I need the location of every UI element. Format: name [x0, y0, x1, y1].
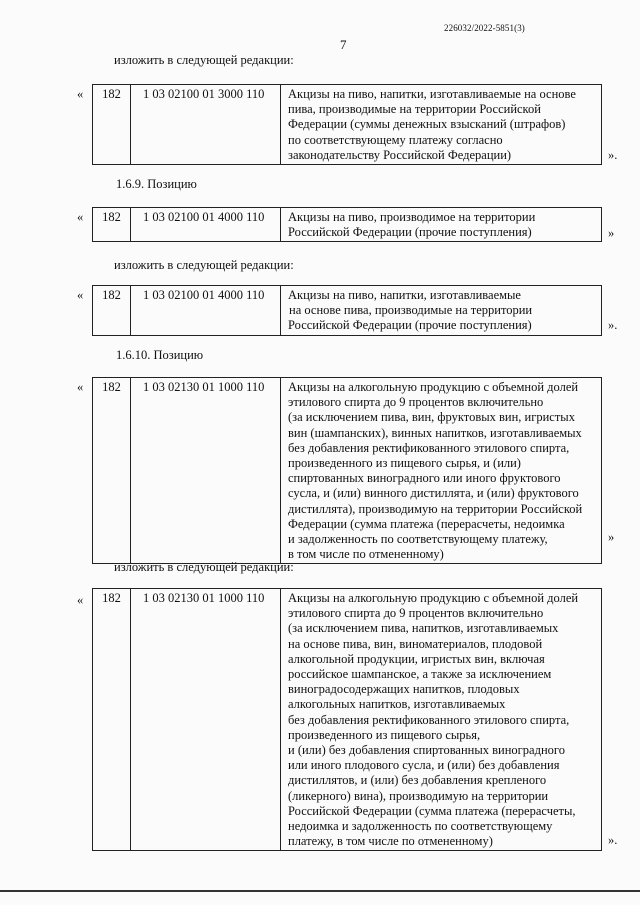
- desc-line: Акцизы на алкогольную продукцию с объемной долей: [288, 380, 579, 394]
- page-number: 7: [340, 37, 347, 52]
- quote-close: »: [608, 530, 615, 544]
- table-row: [92, 377, 602, 564]
- quote-open: «: [77, 87, 84, 101]
- desc-line: алкогольной продукции, игристых вин, включая: [288, 651, 545, 666]
- quote-close: ».: [608, 833, 618, 847]
- desc-line: Российской Федерации (прочие поступления): [288, 225, 532, 240]
- desc-line: на основе пива, вин, виноматериалов, плодовой: [288, 636, 543, 651]
- quote-open: «: [77, 380, 84, 394]
- cell-description: [280, 286, 601, 335]
- desc-line: недоимка и задолженность по соответствующему: [288, 819, 553, 834]
- table-row: [92, 84, 602, 165]
- desc-line: (за исключением пива, вин, фруктовых вин, игристых: [288, 410, 575, 425]
- desc-line: в том числе по отмененному): [288, 547, 444, 562]
- desc-line: Акцизы на пиво, напитки, изготавливаемые на основе: [288, 87, 576, 101]
- cell-code: 182: [102, 87, 121, 101]
- desc-line: алкогольных напитков, изготавливаемых: [288, 697, 506, 712]
- doc-id: 226032/2022-5851(3): [444, 23, 525, 33]
- desc-line: или иного плодового сусла, и (или) без добавления: [288, 758, 560, 773]
- cell-description: [280, 208, 601, 241]
- desc-line: по соответствующему платежу согласно: [288, 132, 503, 147]
- item-heading: 1.6.10. Позицию: [116, 348, 204, 362]
- desc-line: законодательству Российской Федерации): [288, 147, 512, 162]
- cell-code: 182: [102, 210, 121, 224]
- desc-line: российское шампанское, а также за исключением: [288, 667, 552, 682]
- desc-line: вин (шампанских), винных напитков, изготавливаемых: [288, 425, 582, 440]
- desc-line: Российской Федерации (прочие поступления): [288, 318, 532, 333]
- cell-code: 182: [102, 380, 121, 394]
- cell-kbk: 1 03 02130 01 1000 110: [130, 378, 280, 563]
- table-row: [92, 588, 602, 851]
- desc-line: произведенного из пищевого сырья, и (или): [288, 456, 521, 471]
- desc-line: Российской Федерации (сумма платежа (перерасчеты,: [288, 803, 576, 818]
- desc-line: дистиллятов, и (или) без добавления крепленого: [288, 773, 547, 788]
- cell-code: 182: [102, 591, 121, 605]
- cell-description: [280, 378, 601, 563]
- desc-line: Федерации (сумма платежа (перерасчеты, недоимка: [288, 516, 565, 531]
- cell-description: [280, 589, 601, 850]
- table-row: [92, 207, 602, 242]
- desc-line: и задолженность по соответствующему платежу,: [288, 532, 548, 547]
- desc-line: этилового спирта до 9 процентов включительно: [288, 395, 544, 410]
- instruction-line: изложить в следующей редакции:: [114, 560, 294, 574]
- desc-line: платежу, в том числе по отмененному): [288, 834, 493, 849]
- desc-line: (за исключением пива, напитков, изготавливаемых: [288, 621, 559, 636]
- cell-kbk: 1 03 02100 01 3000 110: [130, 85, 280, 164]
- quote-close: ».: [608, 318, 618, 332]
- cell-code: 182: [102, 288, 121, 302]
- cell-kbk: 1 03 02130 01 1000 110: [130, 589, 280, 850]
- quote-open: «: [77, 288, 84, 302]
- cell-kbk: 1 03 02100 01 4000 110: [130, 208, 280, 241]
- instruction-line: изложить в следующей редакции:: [114, 53, 294, 67]
- desc-line: Федерации (суммы денежных взысканий (штрафов): [288, 117, 566, 132]
- table-row: [92, 285, 602, 336]
- desc-line: этилового спирта до 9 процентов включительно: [288, 606, 544, 621]
- quote-close: ».: [608, 148, 618, 162]
- desc-line: сусла, и (или) винного дистиллята, и (или) фруктового: [288, 486, 579, 501]
- desc-line: на основе пива, производимые на территории: [289, 303, 533, 318]
- desc-line: спиртованных виноградного или иного фруктового: [288, 471, 561, 486]
- desc-line: Акцизы на пиво, напитки, изготавливаемые: [288, 288, 521, 302]
- desc-line: дистиллята), производимую на территории Российской: [288, 501, 583, 516]
- quote-open: «: [77, 210, 84, 224]
- desc-line: произведенного из пищевого сырья,: [288, 727, 481, 742]
- quote-close: »: [608, 226, 615, 240]
- desc-line: без добавления ректификованного этилового спирта,: [288, 440, 570, 455]
- cell-kbk: 1 03 02100 01 4000 110: [130, 286, 280, 335]
- cell-description: [280, 85, 601, 164]
- desc-line: (ликерного) вина), производимую на территории: [288, 788, 549, 803]
- instruction-line: изложить в следующей редакции:: [114, 258, 294, 272]
- desc-line: пива, производимые на территории Российской: [288, 102, 541, 117]
- desc-line: Акцизы на алкогольную продукцию с объемной долей: [288, 591, 579, 605]
- footer-rule: [0, 890, 640, 892]
- item-heading: 1.6.9. Позицию: [116, 177, 197, 191]
- desc-line: Акцизы на пиво, производимое на территории: [288, 210, 536, 224]
- desc-line: виноградосодержащих напитков, плодовых: [288, 682, 520, 697]
- desc-line: без добавления ректификованного этилового спирта,: [288, 712, 570, 727]
- quote-open: «: [77, 593, 84, 607]
- desc-line: и (или) без добавления спиртованных виноградного: [288, 743, 565, 758]
